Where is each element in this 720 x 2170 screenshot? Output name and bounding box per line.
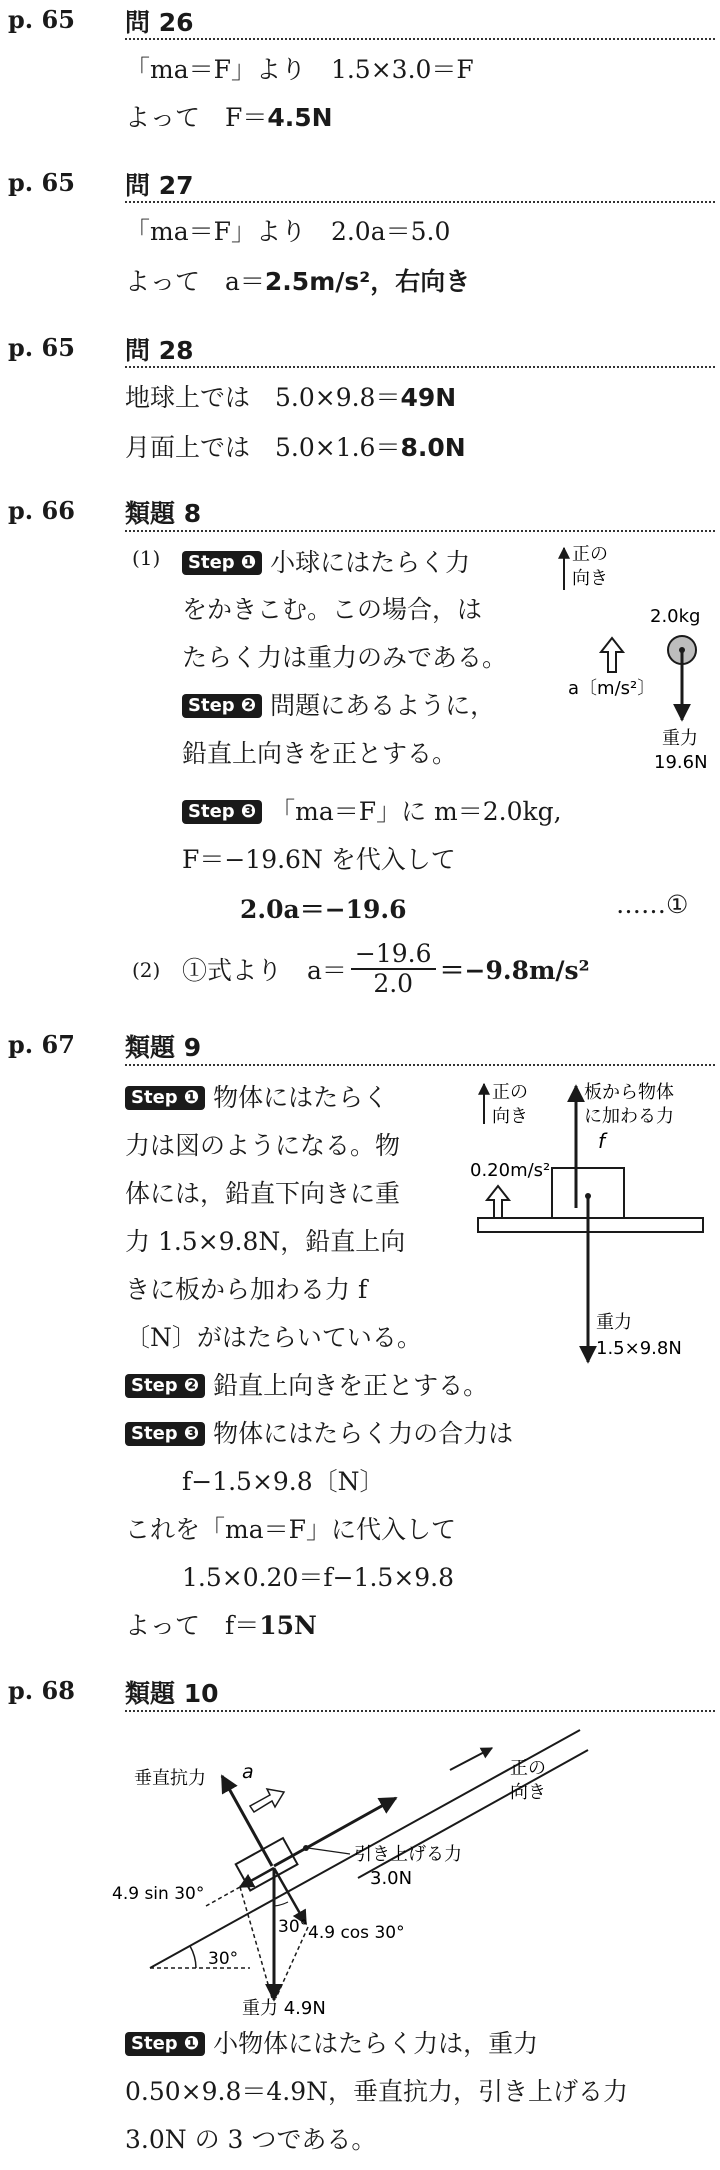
ex10-s1-l2: 0.50×9.8＝4.9N，垂直抗力，引き上げる力 <box>125 2077 629 2106</box>
ex10-sin-label: 4.9 sin 30° <box>112 1884 205 1904</box>
ex9-board-force-label-1: 板から物体 <box>584 1082 674 1103</box>
ex9-s3-l1: Step ❸ 物体にはたらく力の合力は <box>125 1414 513 1450</box>
ex8-s1-l1: Step ❶ 小球にはたらく力 <box>182 543 470 579</box>
q26-rule <box>125 38 715 40</box>
q27-rule <box>125 201 715 203</box>
ex10-pull-value: 3.0N <box>370 1868 413 1889</box>
ex9-board-force-label-2: に加わる力 <box>584 1106 674 1127</box>
ex10-angle1: 30° <box>208 1949 239 1969</box>
ex8-mass-label: 2.0kg <box>650 606 701 627</box>
ex9-s1-l4: 力 1.5×9.8N，鉛直上向 <box>125 1227 406 1256</box>
ex10-normal-label: 垂直抗力 <box>134 1768 206 1789</box>
ex9-accel-arrow <box>487 1186 509 1218</box>
ex8-title: 類題 8 <box>125 499 202 528</box>
ex8-equation-mark: ……① <box>616 890 689 919</box>
ex9-f-label: f <box>598 1129 606 1153</box>
page-ref-q26: p. 65 <box>8 5 75 34</box>
ex9-s2-l1: Step ❷ 鉛直上向きを正とする。 <box>125 1366 488 1402</box>
ex10-block-group <box>236 1838 298 1890</box>
ex10-angle2-arc <box>274 1902 288 1906</box>
q28-line2: 月面上では 5.0×1.6＝8.0N <box>125 433 466 462</box>
ex9-s3-l2: f−1.5×9.8〔N〕 <box>182 1467 385 1496</box>
ex10-figure <box>110 1718 710 2018</box>
ex8-accel-arrow <box>601 638 623 672</box>
ex9-s1-l2: 力は図のようになる。物 <box>125 1131 401 1160</box>
q26-line1: 「ma＝F」より 1.5×3.0＝F <box>125 55 474 84</box>
q28-line1: 地球上では 5.0×9.8＝49N <box>125 383 457 412</box>
q28-title: 問 28 <box>125 336 194 365</box>
ex8-positive-label-1: 正の <box>572 544 608 565</box>
ex10-s1-l3: 3.0N の 3 つである。 <box>125 2125 377 2154</box>
ex9-s3-l4: 1.5×0.20＝f−1.5×9.8 <box>182 1563 455 1592</box>
ex8-accel-label: a〔m/s²〕 <box>568 678 656 699</box>
ex9-accel-label: 0.20m/s² <box>470 1160 551 1181</box>
ex9-board <box>478 1218 703 1232</box>
ex8-part1-label: (1) <box>132 546 161 570</box>
ex10-positive-label-2: 向き <box>510 1782 546 1803</box>
ex10-angle2: 30° <box>278 1917 309 1937</box>
ex9-s1-l3: 体には，鉛直下向きに重 <box>125 1179 401 1208</box>
ex8-s1-l3: たらく力は重力のみである。 <box>182 643 508 672</box>
page-ref-q28: p. 65 <box>8 333 75 362</box>
ex10-pull-leader <box>308 1848 350 1854</box>
q27-line1: 「ma＝F」より 2.0a＝5.0 <box>125 217 451 246</box>
q26-title: 問 26 <box>125 8 194 37</box>
ex8-gravity-value: 19.6N <box>654 752 708 770</box>
ex8-rule <box>125 530 715 532</box>
q27-title: 問 27 <box>125 171 194 200</box>
ex10-a-label: a <box>242 1761 254 1783</box>
ex10-cos-label: 4.9 cos 30° <box>308 1923 405 1943</box>
ex10-dash2 <box>276 1927 308 1998</box>
ex10-gravity-label: 重力 4.9N <box>242 1998 326 2018</box>
ex8-figure <box>550 540 720 770</box>
ex9-positive-label-1: 正の <box>492 1082 528 1103</box>
page-ref-ex8: p. 66 <box>8 496 75 525</box>
ex9-rule <box>125 1064 715 1066</box>
ex9-figure <box>470 1078 710 1368</box>
ex10-normal-arrow <box>222 1776 272 1866</box>
ex10-positive-arrow <box>450 1748 492 1770</box>
ex10-s1-l1: Step ❶ 小物体にはたらく力は，重力 <box>125 2024 538 2060</box>
ex9-s1-l6: 〔N〕がはたらいている。 <box>125 1323 422 1352</box>
ex8-s2-l1: Step ❷ 問題にあるように， <box>182 686 495 722</box>
ex9-s3-l3: これを「ma＝F」に代入して <box>125 1515 456 1544</box>
ex8-s3-l1: Step ❸ 「ma＝F」に m＝2.0kg, <box>182 792 562 828</box>
ex9-positive-label-2: 向き <box>492 1106 528 1127</box>
ex8-s1-l2: をかきこむ。この場合，は <box>182 595 483 624</box>
ex10-positive-label-1: 正の <box>510 1758 546 1779</box>
q26-line2: よって F＝4.5N <box>125 103 333 132</box>
ex9-s1-l5: きに板から加わる力 f <box>125 1275 368 1304</box>
ex10-title: 類題 10 <box>125 1679 219 1708</box>
ex9-gravity-label: 重力 <box>596 1312 632 1333</box>
ex10-rule <box>125 1710 715 1712</box>
ex9-gravity-value: 1.5×9.8N <box>596 1338 682 1359</box>
page-ref-q27: p. 65 <box>8 168 75 197</box>
ex10-accel-arrow <box>250 1789 284 1812</box>
ex8-part2-line: ①式より a＝ $\frac{-19.6}{2.0}$ ＝−9.8m/s² <box>182 939 590 998</box>
q27-line2: よって a＝2.5m/s²，右向き <box>125 267 471 296</box>
page-ref-ex9: p. 67 <box>8 1030 75 1059</box>
ex10-pull-label: 引き上げる力 <box>354 1844 462 1865</box>
ex8-s3-l2: F＝−19.6N を代入して <box>182 845 456 874</box>
ex8-part2-label: (2) <box>132 958 161 982</box>
q28-rule <box>125 366 715 368</box>
ex9-s3-l5: よって f＝15N <box>125 1611 317 1640</box>
ex9-title: 類題 9 <box>125 1033 202 1062</box>
ex10-block <box>236 1838 298 1890</box>
ex8-s2-l2: 鉛直上向きを正とする。 <box>182 739 458 768</box>
ex8-gravity-label: 重力 <box>662 728 698 749</box>
ex8-equation: 2.0a＝−19.6 <box>240 895 407 924</box>
ex8-fraction: $\frac{-19.6}{2.0}$ <box>351 940 436 998</box>
page-ref-ex10: p. 68 <box>8 1676 75 1705</box>
ex10-dash3 <box>206 1887 240 1906</box>
ex9-s1-l1: Step ❶ 物体にはたらく <box>125 1078 388 1114</box>
ex10-angle-arc <box>190 1946 196 1968</box>
ex8-positive-label-2: 向き <box>572 568 608 589</box>
